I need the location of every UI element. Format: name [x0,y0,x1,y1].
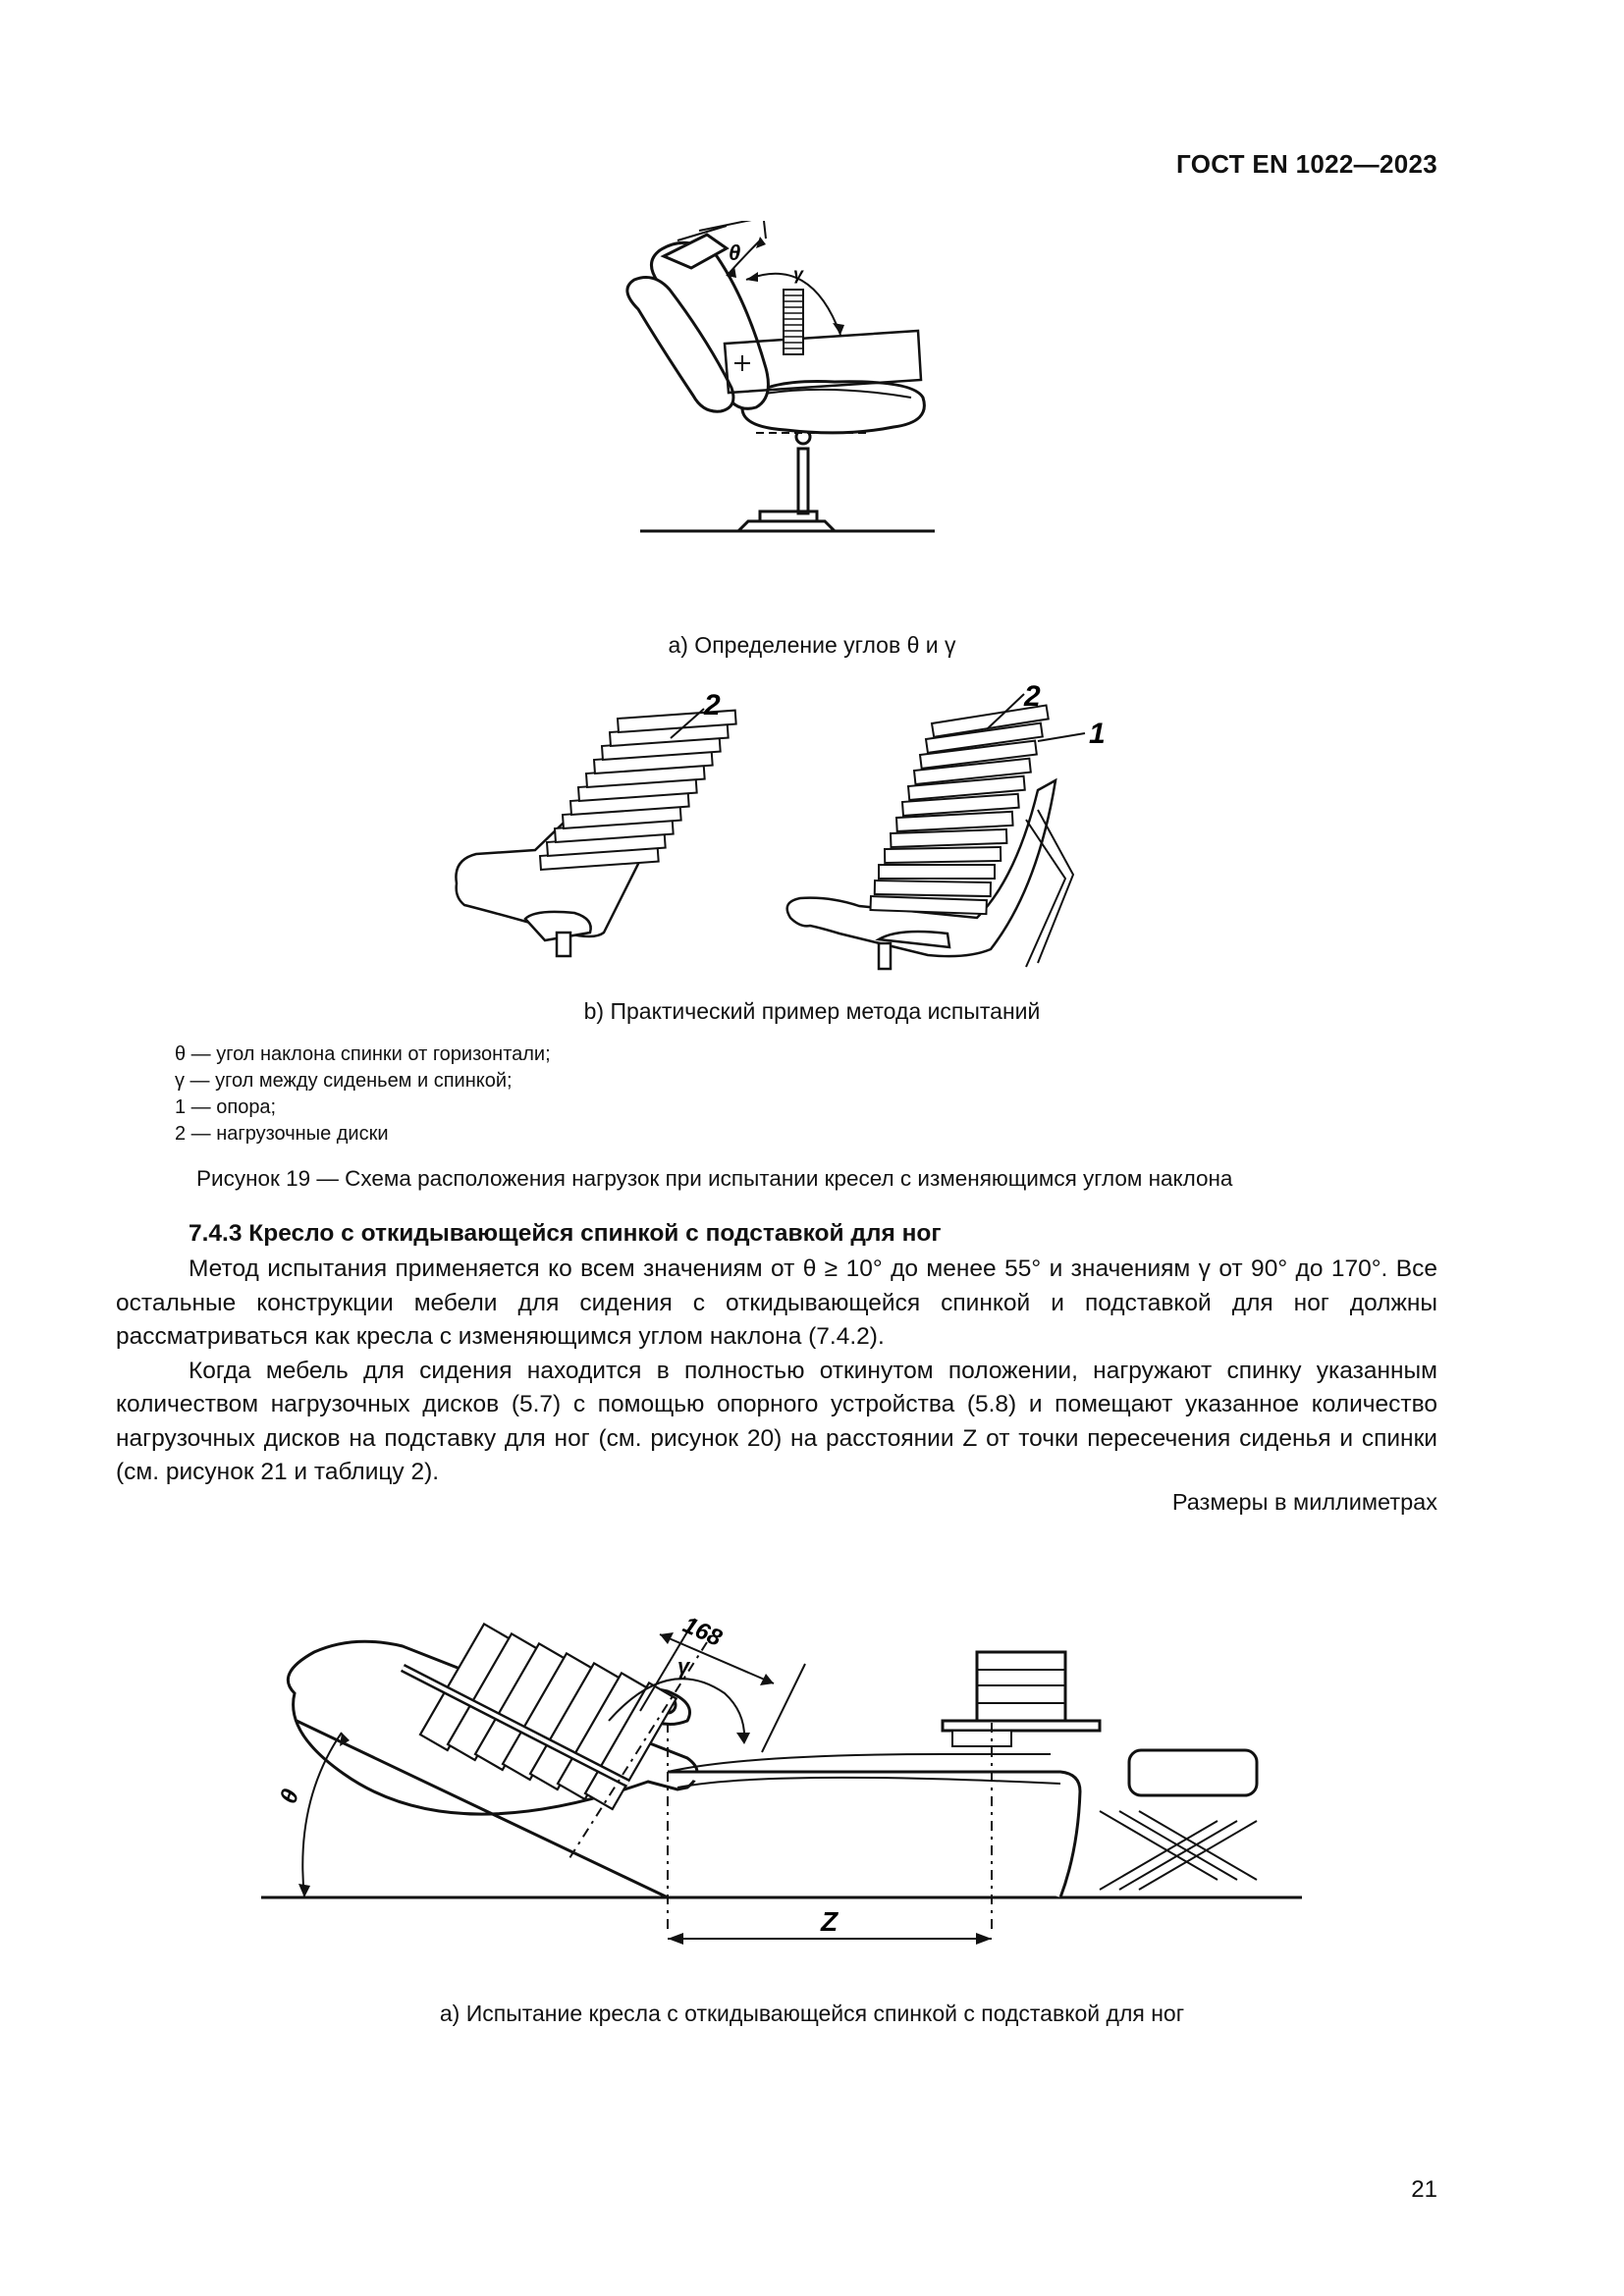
section-heading: 7.4.3 Кресло с откидывающейся спинкой с подставкой для ног [189,1220,942,1247]
figure19b-caption: b) Практический пример метода испытаний [583,998,1041,1024]
gamma-label-a: γ [793,264,804,284]
body-text [116,1253,1437,1490]
legend-item: 2 — нагрузочные диски [175,1123,389,1145]
figure19-title: Рисунок 19 — Схема расположения нагрузок при испытании кресел с изменяющимся углом наклона [196,1166,1233,1191]
units-note: Размеры в миллиметрах [1171,1489,1437,1515]
legend-item: θ — угол наклона спинки от горизонтали; [175,1043,551,1065]
document-code: ГОСТ EN 1022—2023 [1176,149,1437,179]
page-number: 21 [1411,2176,1437,2203]
load-disk-callout-left: 2 [704,689,721,721]
figure20a-caption: а) Испытание кресла с откидывающейся спинкой с подставкой для ног [439,2001,1185,2026]
theta-label-b: θ [275,1786,305,1808]
legend-item: 1 — опора; [175,1096,277,1118]
gamma-label-b: γ [677,1654,690,1679]
legend-item: γ — угол между сиденьем и спинкой; [175,1070,513,1092]
dimension-168: 168 [678,1611,727,1652]
figure19a-caption: а) Определение углов θ и γ [668,632,956,658]
figure20a-recliner-footrest-diagram [255,1526,1316,1958]
figure19b-left-test-example [447,687,761,982]
figure19a-recliner-chair-diagram [619,221,952,540]
distance-z-label: Z [821,1906,839,1937]
figure19-legend [175,1041,551,1148]
figure19b-right-test-example [781,682,1134,982]
paragraph-1: Метод испытания применяется ко всем значениям от θ ≥ 10° до менее 55° и значениям γ от 90° до 170°. Все остальные конструкции мебели для сидения с откидывающейся спинкой и подставкой для ног должны рассматриваться как кресла с изменяющимся углом наклона (7.4.2). [116,1255,1437,1350]
support-callout: 1 [1089,718,1106,750]
load-disk-callout-right: 2 [1024,682,1041,713]
paragraph-2: Когда мебель для сидения находится в полностью откинутом положении, нагружают спинку указанным количеством нагрузочных дисков (5.7) с помощью опорного устройства (5.8) и помещают указанное количество нагрузочных дисков на подставку для ног (см. рисунок 20) на расстоянии Z от точки пересечения сиденья и спинки (см. рисунок 21 и таблицу 2). [116,1357,1437,1485]
theta-label-a: θ [729,240,741,265]
